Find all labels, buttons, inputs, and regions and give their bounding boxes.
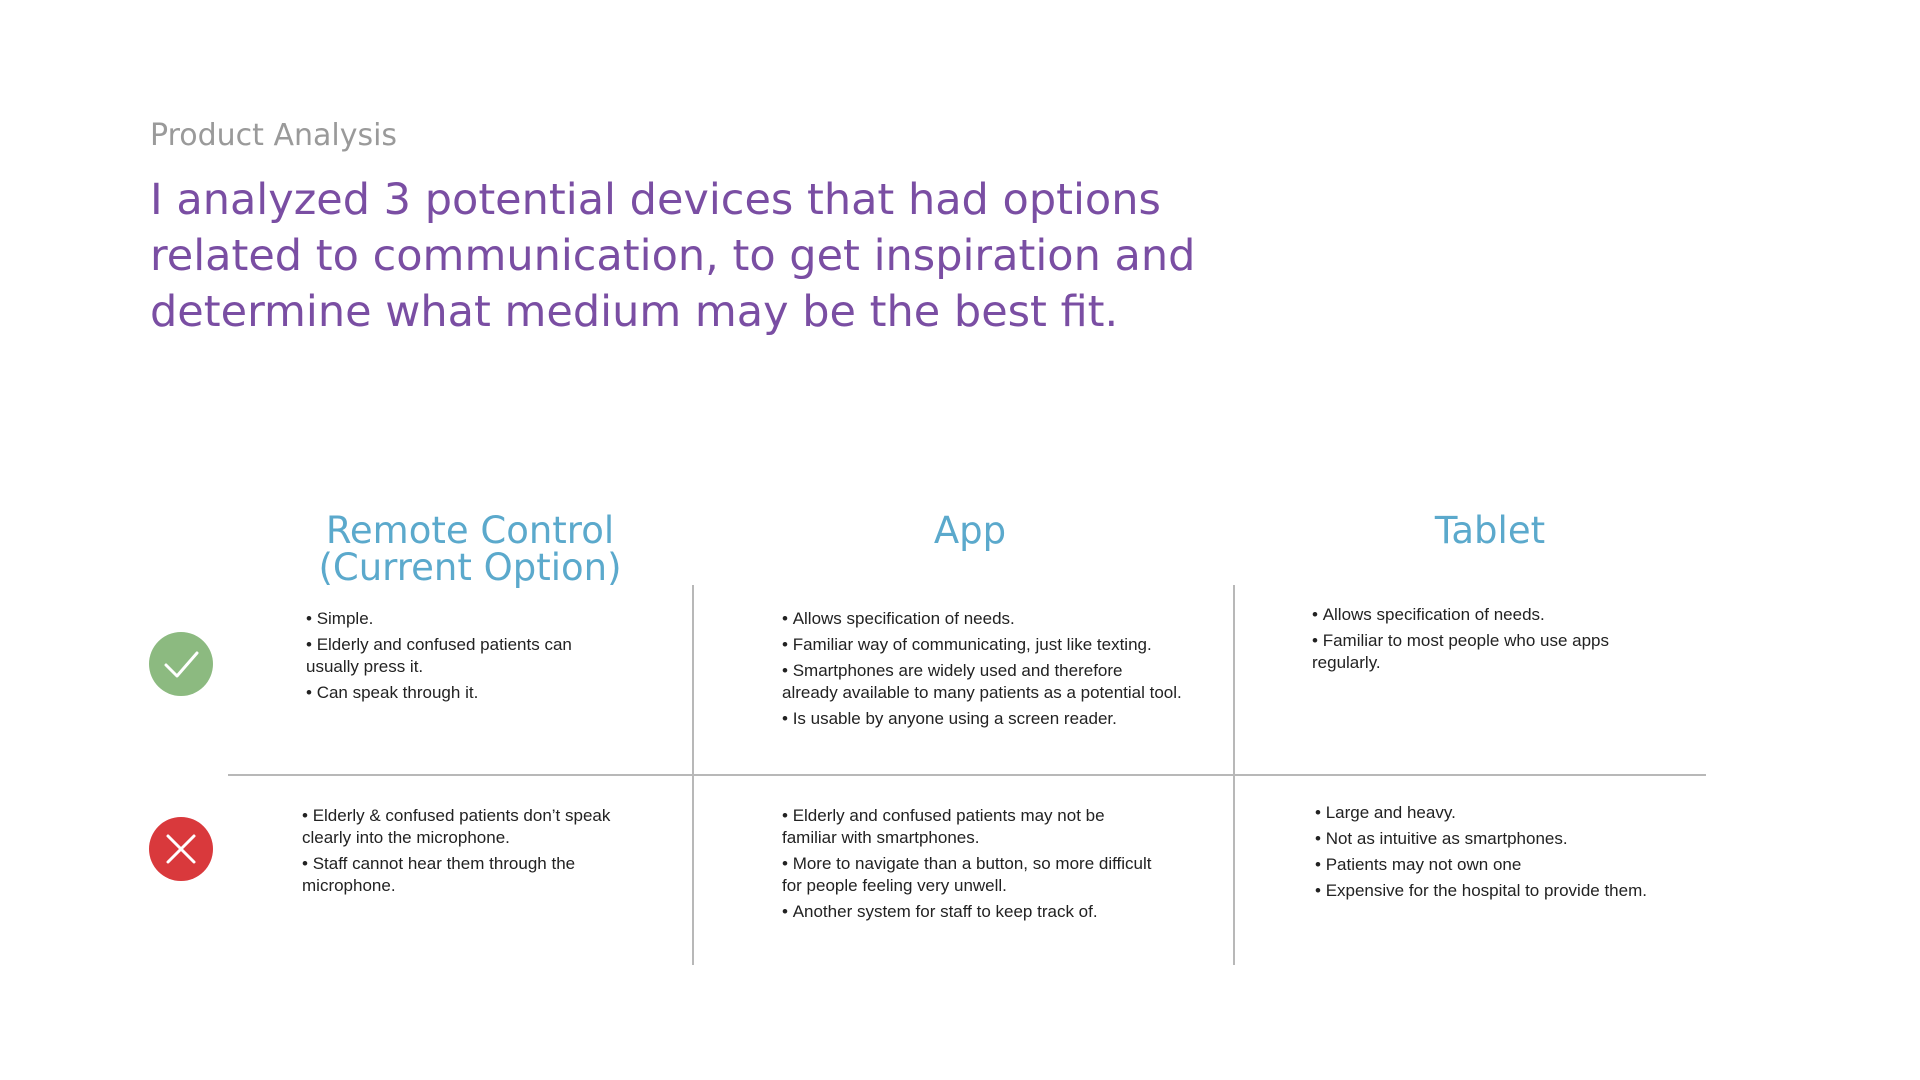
- list-item: • Patients may not own one: [1315, 854, 1705, 876]
- bullet-list: [302, 805, 642, 897]
- grid-divider-horizontal: [228, 774, 1706, 776]
- cons-badge: [149, 817, 213, 881]
- cell-pros-tablet: [1312, 604, 1662, 678]
- list-item: • Elderly and confused patients can usually press it.: [306, 634, 616, 678]
- list-item: • Elderly & confused patients don’t speak clearly into the microphone.: [302, 805, 642, 849]
- bullet-list: [1315, 802, 1705, 902]
- column-title-remote-control: [300, 509, 640, 589]
- eyebrow-label: Product Analysis: [150, 118, 398, 153]
- cell-cons-app: [782, 805, 1162, 927]
- list-item: • Large and heavy.: [1315, 802, 1705, 824]
- cross-icon: [149, 817, 213, 881]
- list-item: • Not as intuitive as smartphones.: [1315, 828, 1705, 850]
- column-title-line: Remote Control: [325, 509, 615, 552]
- list-item: • Is usable by anyone using a screen reader.: [782, 708, 1182, 730]
- cell-cons-tablet: [1315, 802, 1705, 906]
- column-title-tablet: [1360, 509, 1620, 552]
- list-item: • Expensive for the hospital to provide them.: [1315, 880, 1705, 902]
- list-item: • Familiar to most people who use apps regularly.: [1312, 630, 1662, 674]
- cell-pros-remote-control: [306, 608, 616, 708]
- list-item: • Staff cannot hear them through the microphone.: [302, 853, 642, 897]
- cell-cons-remote-control: [302, 805, 642, 901]
- list-item: • Allows specification of needs.: [782, 608, 1182, 630]
- list-item: • Simple.: [306, 608, 616, 630]
- column-title-line: App: [933, 509, 1007, 552]
- list-item: • Elderly and confused patients may not be familiar with smartphones.: [782, 805, 1162, 849]
- column-title-line: (Current Option): [318, 546, 622, 589]
- page-headline: I analyzed 3 potential devices that had options related to communication, to get inspiration and determine what medium may be the best fit.: [150, 175, 1196, 337]
- list-item: • Can speak through it.: [306, 682, 616, 704]
- bullet-list: [1312, 604, 1662, 674]
- list-item: • Another system for staff to keep track of.: [782, 901, 1162, 923]
- list-item: • More to navigate than a button, so more difficult for people feeling very unwell.: [782, 853, 1162, 897]
- column-title-app: [840, 509, 1100, 552]
- bullet-list: [782, 805, 1162, 923]
- bullet-list: [782, 608, 1182, 730]
- list-item: • Allows specification of needs.: [1312, 604, 1662, 626]
- pros-badge: [149, 632, 213, 696]
- cell-pros-app: [782, 608, 1182, 734]
- check-icon: [149, 632, 213, 696]
- list-item: • Smartphones are widely used and therefore already available to many patients as a potential tool.: [782, 660, 1182, 704]
- bullet-list: [306, 608, 616, 704]
- list-item: • Familiar way of communicating, just like texting.: [782, 634, 1182, 656]
- column-title-line: Tablet: [1434, 509, 1546, 552]
